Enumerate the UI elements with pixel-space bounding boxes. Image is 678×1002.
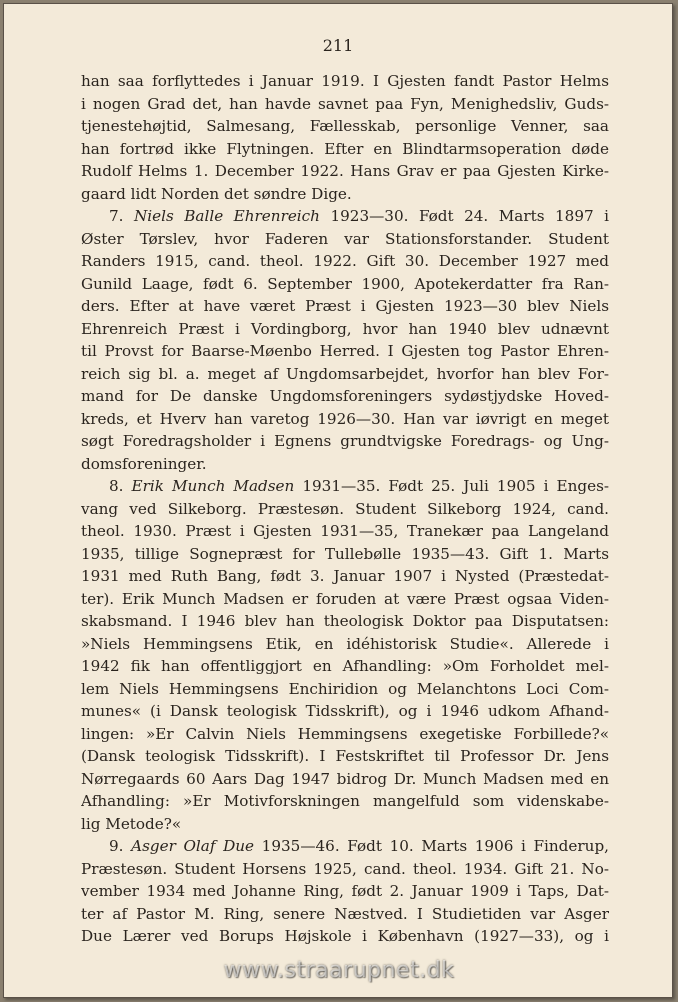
page-number: 211 — [322, 36, 354, 55]
text-line: 1935, tillige Sognepræst for Tullebølle 1935—43. Gift 1. Marts — [81, 544, 609, 563]
text-line: tjenestehøjtid, Salmesang, Fællesskab, personlige Venner, saa — [81, 117, 609, 135]
text-line: lingen: »Er Calvin Niels Hemmingsens exegetiske Forbillede?« — [81, 724, 609, 743]
text-line: theol. 1930. Præst i Gjesten 1931—35, Tranekær paa Langeland — [81, 522, 609, 540]
text-line: Due Lærer ved Borups Højskole i København (1927—33), og i — [81, 927, 609, 945]
text-line: domsforeninger. — [81, 454, 207, 473]
text-line: mand for De danske Ungdomsforeningers sydøstjydske Hoved- — [81, 387, 609, 405]
person-name: Asger Olaf Due — [131, 837, 255, 855]
text-line: Nørregaards 60 Aars Dag 1947 bidrog Dr. Munch Madsen med en — [81, 769, 609, 788]
text-line: han fortrød ikke Flytningen. Efter en Blindtarmsoperation døde — [81, 139, 609, 158]
text-line: Øster Tørslev, hvor Faderen var Stationsforstander. Student — [81, 229, 609, 248]
text-line: lig Metode?« — [81, 814, 182, 833]
text-line: ter af Pastor M. Ring, senere Næstved. I Studietiden var Asger — [81, 904, 609, 923]
text-line: vember 1934 med Johanne Ring, født 2. Januar 1909 i Taps, Dat- — [81, 882, 609, 900]
text-line: vang ved Silkeborg. Præstesøn. Student Silkeborg 1924, cand. — [81, 499, 609, 518]
text-line: Ehrenreich Præst i Vordingborg, hvor han 1940 blev udnævnt — [81, 319, 609, 338]
text-line: gaard lidt Norden det søndre Dige. — [81, 184, 352, 203]
text-line: kreds, et Hverv han varetog 1926—30. Han var iøvrigt en meget — [81, 409, 609, 428]
text-line: Gunild Laage, født 6. September 1900, Apotekerdatter fra Ran- — [81, 274, 609, 293]
text-line: ders. Efter at have været Præst i Gjesten 1923—30 blev Niels — [81, 297, 609, 315]
text-line: ter). Erik Munch Madsen er foruden at være Præst ogsaa Viden- — [81, 589, 609, 608]
text-line: lem Niels Hemmingsens Enchiridion og Melanchtons Loci Com- — [81, 679, 609, 698]
website-watermark: www.straarupnet.dk — [223, 958, 455, 983]
text-line: munes« (i Dansk teologisk Tidsskrift), og i 1946 udkom Afhand- — [81, 702, 609, 720]
text-line: skabsmand. I 1946 blev han theologisk Doktor paa Disputatsen: — [81, 612, 609, 630]
person-name: Erik Munch Madsen — [131, 477, 295, 495]
text-line: 1942 fik han offentliggjort en Afhandling: »Om Forholdet mel- — [81, 657, 609, 675]
text-line: (Dansk teologisk Tidsskrift). I Festskriftet til Professor Dr. Jens — [81, 747, 609, 765]
text-line: »Niels Hemmingsens Etik, en idéhistorisk Studie«. Allerede i — [81, 634, 609, 653]
text-line: 1931 med Ruth Bang, født 3. Januar 1907 i Nysted (Præstedat- — [81, 567, 609, 585]
text-line: Rudolf Helms 1. December 1922. Hans Grav er paa Gjesten Kirke- — [81, 162, 609, 180]
book-page — [3, 3, 673, 998]
text-line: søgt Foredragsholder i Egnens grundtvigske Foredrags- og Ung- — [81, 432, 609, 450]
text-line: i nogen Grad det, han havde savnet paa Fyn, Menighedsliv, Guds- — [81, 94, 609, 113]
entry-heading-line: 8. Erik Munch Madsen 1931—35. Født 25. Juli 1905 i Enges- — [109, 477, 609, 495]
text-line: reich sig bl. a. meget af Ungdomsarbejdet, hvorfor han blev For- — [81, 364, 609, 383]
person-name: Niels Balle Ehrenreich — [133, 207, 320, 225]
body-text — [81, 70, 609, 948]
text-line: Randers 1915, cand. theol. 1922. Gift 30. December 1927 med — [81, 252, 609, 270]
text-line: Præstesøn. Student Horsens 1925, cand. theol. 1934. Gift 21. No- — [81, 859, 609, 878]
text-line: Afhandling: »Er Motivforskningen mangelfuld som videnskabe- — [81, 792, 609, 810]
entry-heading-line: 7. Niels Balle Ehrenreich 1923—30. Født 24. Marts 1897 i — [109, 207, 609, 225]
text-line: han saa forflyttedes i Januar 1919. I Gjesten fandt Pastor Helms — [81, 72, 609, 90]
text-line: til Provst for Baarse-Møenbo Herred. I Gjesten tog Pastor Ehren- — [81, 342, 609, 360]
entry-heading-line: 9. Asger Olaf Due 1935—46. Født 10. Marts 1906 i Finderup, — [109, 837, 609, 855]
